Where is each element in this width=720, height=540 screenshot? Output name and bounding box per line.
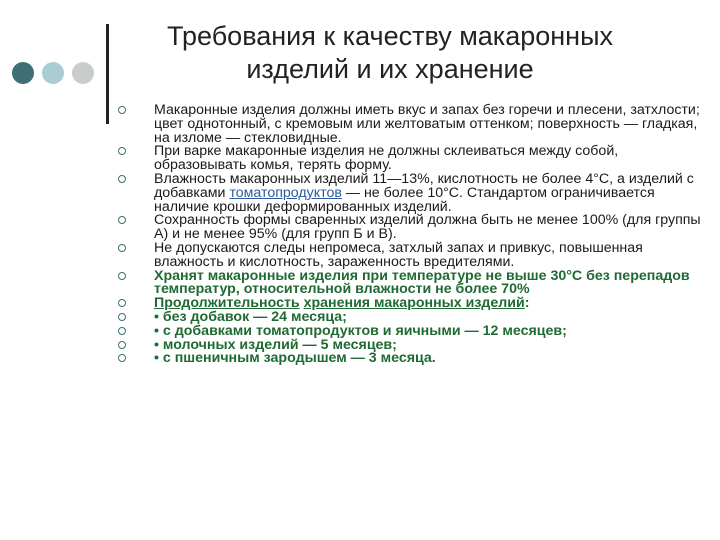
list-item — [112, 239, 712, 270]
bullet-icon — [118, 299, 126, 307]
item-text: • с пшеничным зародышем — 3 месяца. — [154, 350, 436, 367]
list-item — [112, 170, 712, 215]
item-text: — не более 10°С. Стандартом ограничивается наличие крошки деформированных изделий. — [154, 184, 655, 215]
dot-light-blue — [42, 62, 64, 84]
dot-dark — [12, 62, 34, 84]
list-item — [112, 104, 712, 145]
list-item — [112, 214, 712, 242]
bullet-icon — [118, 327, 126, 335]
tomato-products-link[interactable]: томатопродуктов — [229, 184, 342, 201]
title-line-2: изделий и их хранение — [246, 54, 534, 84]
item-text: • с добавками томатопродуктов и яичными — 12 месяцев; — [154, 322, 567, 339]
list-item — [112, 267, 712, 298]
dot-gray — [72, 62, 94, 84]
bullet-icon — [118, 354, 126, 362]
item-text: • молочных изделий — 5 месяцев; — [154, 336, 397, 353]
bullet-icon — [118, 175, 126, 183]
bullet-icon — [118, 244, 126, 252]
slide-title — [140, 20, 640, 86]
duration-link[interactable]: Продолжительность — [154, 295, 300, 312]
item-text: Сохранность формы сваренных изделий должна быть не менее 100% (для группы А) и не менее 95% (для групп Б и В). — [154, 212, 701, 243]
item-text: Макаронные изделия должны иметь вкус и запах без горечи и плесени, затхлости; цвет однотонный, с кремовым или желтоватым оттенком; поверхность — гладкая, на изломе — стекловидные. — [154, 102, 700, 146]
item-text: • без добавок — 24 месяца; — [154, 308, 347, 325]
title-line-1: Требования к качеству макаронных — [167, 21, 613, 51]
bullet-list — [112, 104, 712, 366]
list-item — [112, 145, 712, 173]
bullet-icon — [118, 147, 126, 155]
item-text: : — [524, 295, 530, 312]
item-text: Влажность макаронных изделий 11—13%, кислотность не более 4°С, а изделий с добавками — [154, 170, 694, 201]
bullet-icon — [118, 313, 126, 321]
list-item — [112, 352, 712, 366]
storage-link[interactable]: хранения макаронных изделий — [303, 295, 525, 312]
item-text: Хранят макаронные изделия при температуре не выше 30°С без перепадов температур, относительной влажности не более 70% — [154, 267, 690, 298]
vertical-divider — [106, 24, 109, 124]
bullet-icon — [118, 272, 126, 280]
decorative-dots — [12, 62, 92, 84]
bullet-icon — [118, 341, 126, 349]
item-text: Не допускаются следы непромеса, затхлый запах и привкус, повышенная влажность и кислотность, зараженность вредителями. — [154, 239, 643, 270]
bullet-icon — [118, 106, 126, 114]
item-text: При варке макаронные изделия не должны склеиваться между собой, образовывать комья, терять форму. — [154, 143, 619, 174]
bullet-icon — [118, 216, 126, 224]
